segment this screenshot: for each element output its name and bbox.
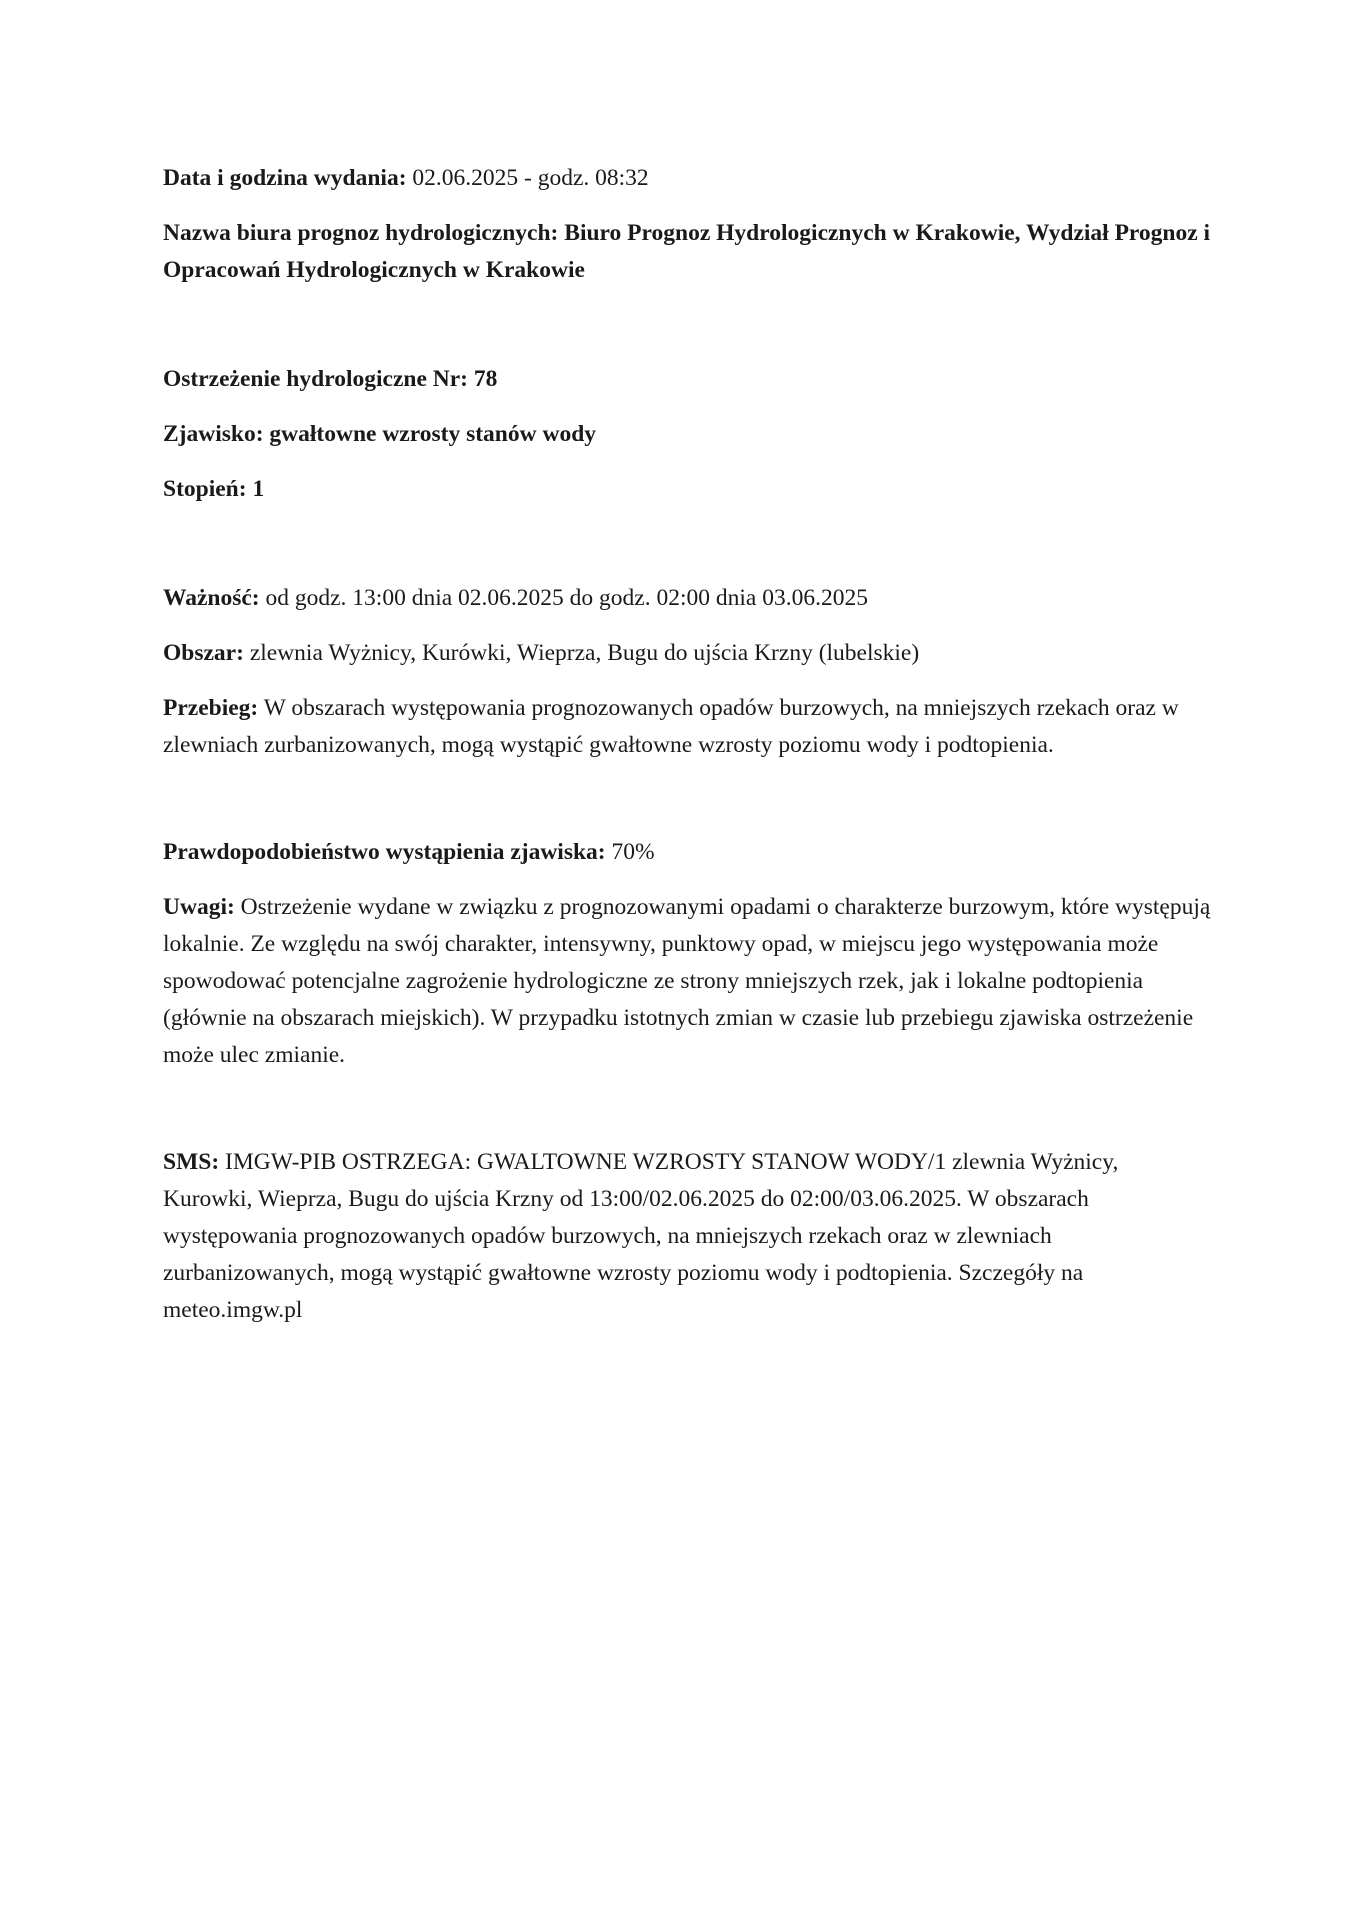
course-value: W obszarach występowania prognozowanych opadów burzowych, na mniejszych rzekach oraz w zlewniach zurbanizowanych, mogą wystąpić gwałtowne wzrosty poziomu wody i podtopienia. — [163, 695, 1179, 758]
area-line — [163, 635, 1213, 672]
sms-label: SMS: — [163, 1149, 220, 1175]
office-value: Biuro Prognoz Hydrologicznych w Krakowie, Wydział Prognoz i Opracowań Hydrologicznych w Krakowie — [163, 220, 1211, 283]
warning-title: Ostrzeżenie hydrologiczne Nr: 78 — [163, 366, 498, 392]
issue-date-label: Data i godzina wydania: — [163, 165, 407, 191]
probability-value: 70% — [605, 839, 655, 865]
issue-date-value: 02.06.2025 - godz. 08:32 — [406, 165, 649, 191]
probability-line — [163, 834, 1213, 871]
validity-line — [163, 580, 1213, 617]
validity-value: od godz. 13:00 dnia 02.06.2025 do godz. 02:00 dnia 03.06.2025 — [259, 585, 868, 611]
warning-document — [163, 160, 1213, 1329]
area-label: Obszar: — [163, 640, 244, 666]
phenomenon-line: Zjawisko: gwałtowne wzrosty stanów wody — [163, 421, 597, 447]
course-label: Przebieg: — [163, 695, 259, 721]
remarks-label: Uwagi: — [163, 894, 235, 920]
probability-label: Prawdopodobieństwo wystąpienia zjawiska: — [163, 839, 606, 865]
issue-date-line — [163, 160, 1213, 197]
course-paragraph — [163, 690, 1213, 764]
sms-value: IMGW-PIB OSTRZEGA: GWALTOWNE WZROSTY STANOW WODY/1 zlewnia Wyżnicy, Kurowki, Wieprza, Bugu do ujścia Krzny od 13:00/02.06.2025 do 02:00/03.06.2025. W obszarach występowania prognozowanych opadów burzowych, na mniejszych rzekach oraz w zlewniach zurbanizowanych, mogą wystąpić gwałtowne wzrosty poziomu wody i podtopienia. Szczegóły na meteo.imgw.pl — [163, 1149, 1119, 1323]
office-label: Nazwa biura prognoz hydrologicznych: — [163, 220, 559, 246]
sms-paragraph — [163, 1144, 1213, 1329]
validity-label: Ważność: — [163, 585, 260, 611]
remarks-value: Ostrzeżenie wydane w związku z prognozowanymi opadami o charakterze burzowym, które występują lokalnie. Ze względu na swój charakter, intensywny, punktowy opad, w miejscu jego występowania może spowodować potencjalne zagrożenie hydrologiczne ze strony mniejszych rzek, jak i lokalne podtopienia (głównie na obszarach miejskich). W przypadku istotnych zmian w czasie lub przebiegu zjawiska ostrzeżenie może ulec zmianie. — [163, 894, 1211, 1068]
area-value: zlewnia Wyżnicy, Kurówki, Wieprza, Bugu do ujścia Krzny (lubelskie) — [243, 640, 920, 666]
level-line: Stopień: 1 — [163, 476, 265, 502]
office-line — [163, 215, 1213, 289]
remarks-paragraph — [163, 889, 1213, 1074]
